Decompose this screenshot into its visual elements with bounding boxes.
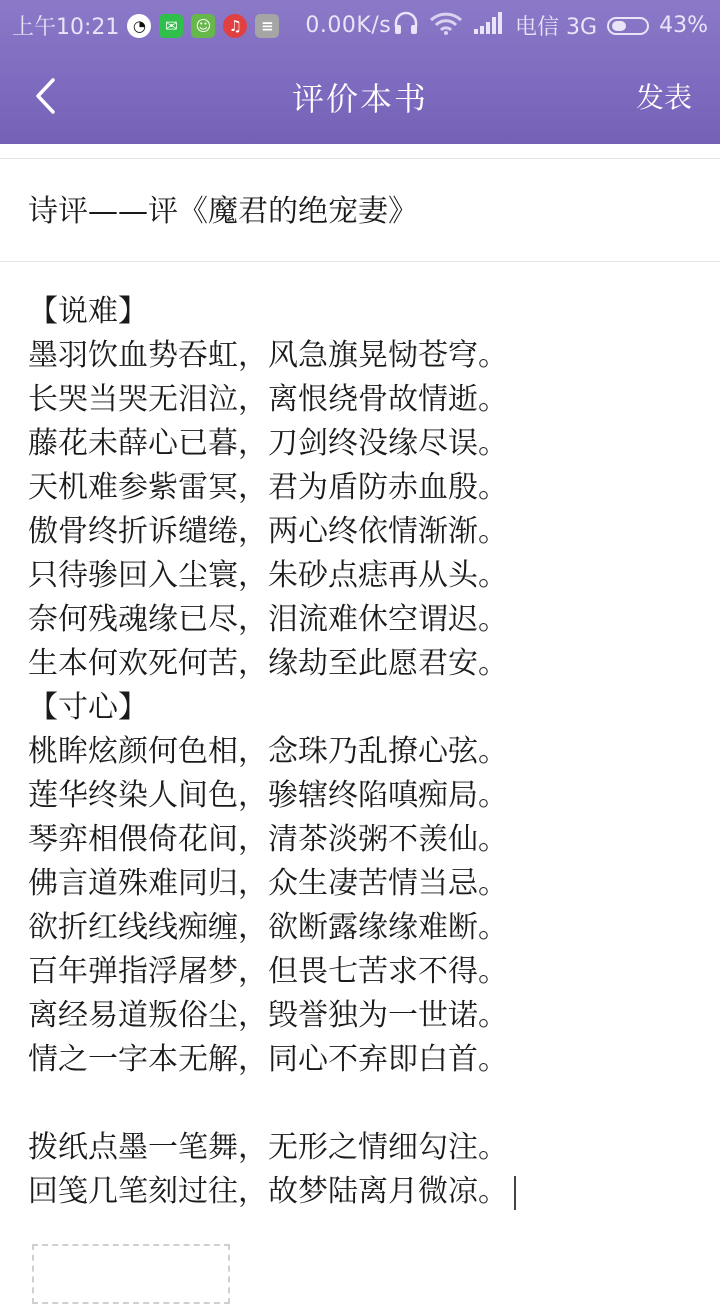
misc-icon: ≡ (255, 14, 279, 38)
review-content-input[interactable] (28, 290, 688, 1214)
content-line: 长哭当哭无泪泣，离恨绕骨故情逝。 (28, 382, 508, 417)
content-line: 傲骨终折诉缱绻，两心终依情渐渐。 (28, 514, 508, 549)
divider (0, 261, 720, 262)
net-speed: 0.00K/s (305, 13, 392, 38)
text-caret (514, 1176, 516, 1210)
content-line: 琴弈相偎倚花间，清茶淡粥不羡仙。 (28, 822, 508, 857)
content-line: 藤花未薛心已暮，刀剑终没缘尽误。 (28, 426, 508, 461)
content-line (28, 1082, 688, 1126)
headset-icon (393, 11, 419, 41)
content-line: 【说难】 (28, 294, 148, 329)
battery-icon (607, 17, 649, 35)
content-line: 只待骖回入尘寰，朱砂点痣再从头。 (28, 558, 508, 593)
clock: 上午10:21 (12, 15, 120, 40)
content-line: 桃眸炫颜何色相，念珠乃乱撩心弦。 (28, 734, 508, 769)
content-line: 佛言道殊难同归，众生凄苦情当忌。 (28, 866, 508, 901)
content-line: 百年弹指浮屠梦，但畏七苦求不得。 (28, 954, 508, 989)
status-bar (0, 0, 720, 46)
navbar (0, 46, 720, 144)
carrier: 电信 3G (515, 15, 598, 40)
wechat-icon: ✉ (159, 14, 183, 38)
qq-icon: ◔ (127, 14, 151, 38)
publish-button[interactable]: 发表 (635, 81, 692, 114)
content-line: 【寸心】 (28, 690, 148, 725)
content-line: 欲折红线线痴缠，欲断露缘缘难断。 (28, 910, 508, 945)
add-image-button[interactable] (32, 1244, 230, 1304)
header (0, 0, 720, 144)
content-line: 拨纸点墨一笔舞，无形之情细勾注。 (28, 1130, 508, 1165)
content-line: 墨羽饮血势吞虹，风急旗晃恸苍穹。 (28, 338, 508, 373)
wifi-icon (429, 11, 463, 41)
content-line: 回笺几笔刻过往，故梦陆离月微凉。 (28, 1170, 688, 1214)
battery-fill (612, 21, 626, 31)
android-icon: ☺ (191, 14, 215, 38)
content-line: 奈何残魂缘已尽，泪流难休空谓迟。 (28, 602, 508, 637)
status-right (393, 10, 708, 41)
signal-icon (473, 11, 505, 41)
page-title: 评价本书 (291, 80, 428, 118)
review-title-input[interactable]: 诗评——评《魔君的绝宠妻》 (28, 194, 418, 229)
status-left (12, 10, 391, 41)
divider (0, 158, 720, 159)
content-line: 莲华终染人间色，骖辖终陷嗔痴局。 (28, 778, 508, 813)
music-icon: ♫ (223, 14, 247, 38)
battery-percent: 43% (659, 13, 708, 38)
content-line: 生本何欢死何苦，缘劫至此愿君安。 (28, 646, 508, 681)
content-line: 天机难参紫雷冥，君为盾防赤血殷。 (28, 470, 508, 505)
content-line: 情之一字本无解，同心不弃即白首。 (28, 1042, 508, 1077)
content-line: 离经易道叛俗尘，毁誉独为一世诺。 (28, 998, 508, 1033)
